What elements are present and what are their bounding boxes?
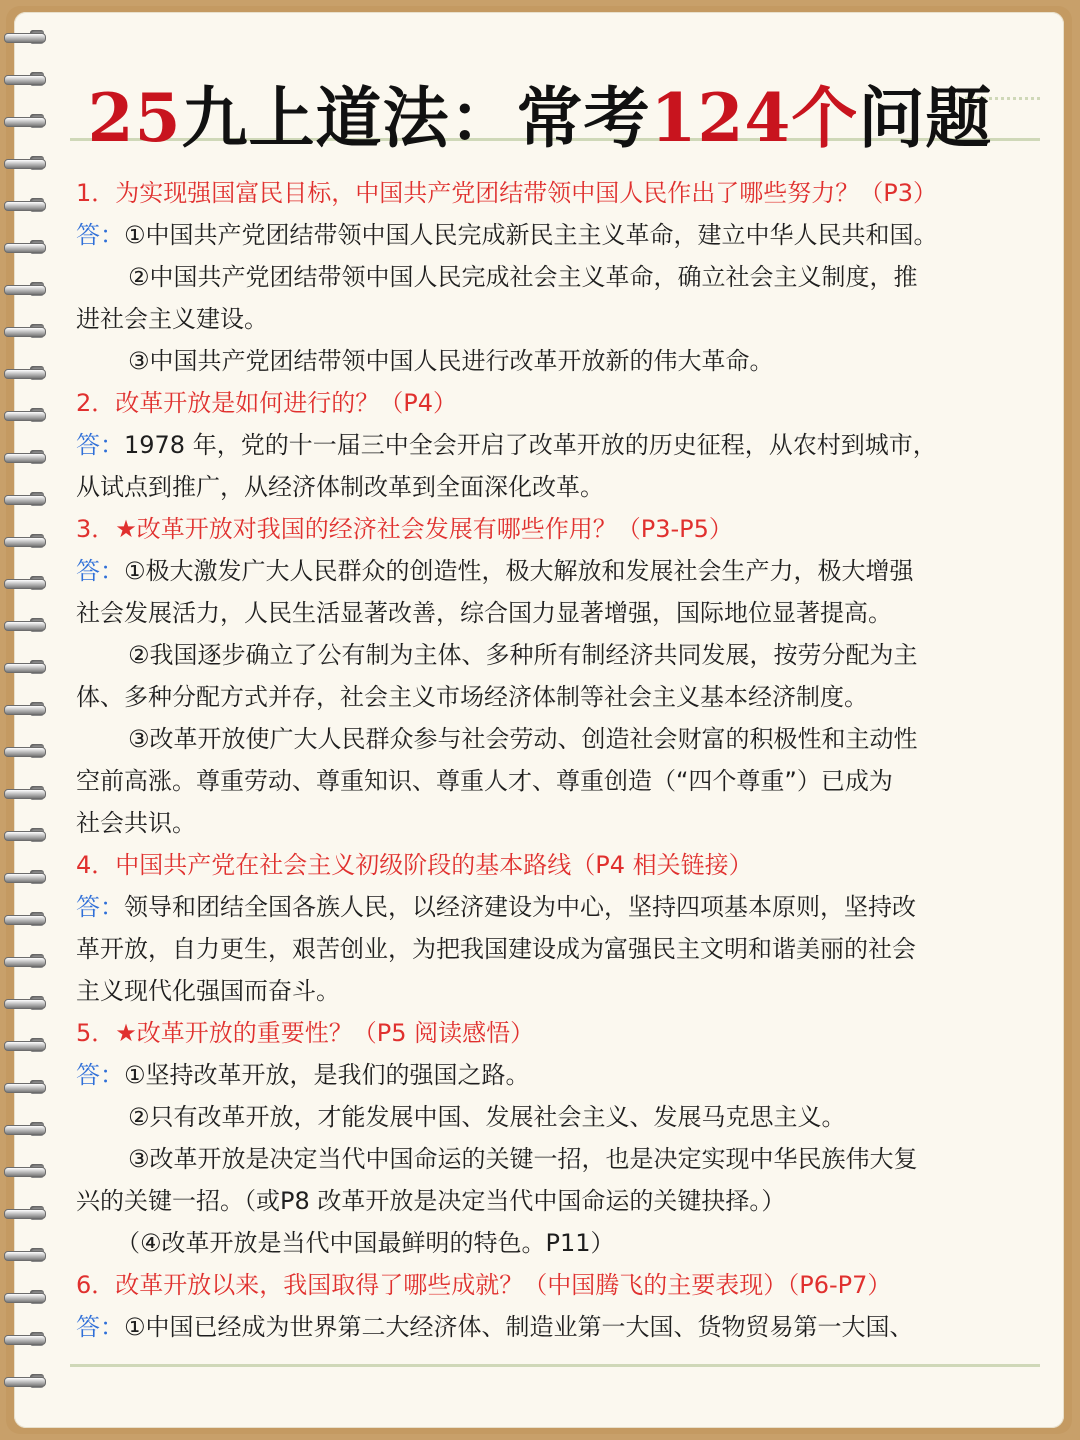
spiral-ring bbox=[4, 322, 48, 340]
ring-wire bbox=[4, 915, 46, 925]
spiral-ring bbox=[4, 1036, 48, 1054]
spiral-ring bbox=[4, 1330, 48, 1348]
spiral-ring bbox=[4, 1246, 48, 1264]
ring-wire bbox=[4, 411, 46, 421]
text-line: 主义现代化强国而奋斗。 bbox=[76, 977, 340, 1005]
ring-wire bbox=[4, 663, 46, 673]
answer-line bbox=[76, 550, 1016, 592]
spiral-ring bbox=[4, 238, 48, 256]
answer-line bbox=[76, 886, 1016, 928]
spiral-ring bbox=[4, 952, 48, 970]
ring-wire bbox=[4, 831, 46, 841]
spiral-ring bbox=[4, 364, 48, 382]
spiral-ring bbox=[4, 532, 48, 550]
bottom-rule bbox=[70, 1364, 1040, 1367]
text-line: 进社会主义建设。 bbox=[76, 305, 268, 333]
title-count: 124 bbox=[650, 79, 792, 157]
question-line: 3．★改革开放对我国的经济社会发展有哪些作用？（P3-P5） bbox=[76, 515, 733, 543]
spiral-ring bbox=[4, 28, 48, 46]
ring-wire bbox=[4, 369, 46, 379]
text-line: ③中国共产党团结带领中国人民进行改革开放新的伟大革命。 bbox=[128, 347, 774, 375]
spiral-ring bbox=[4, 910, 48, 928]
ring-wire bbox=[4, 1083, 46, 1093]
answer-text: 1978 年，党的十一届三中全会开启了改革开放的历史征程，从农村到城市， bbox=[124, 431, 937, 459]
spiral-ring bbox=[4, 1372, 48, 1390]
text-line: ③改革开放使广大人民群众参与社会劳动、创造社会财富的积极性和主动性 bbox=[128, 725, 918, 753]
ring-wire bbox=[4, 453, 46, 463]
spiral-ring bbox=[4, 700, 48, 718]
question-line: 1．为实现强国富民目标，中国共产党团结带领中国人民作出了哪些努力？（P3） bbox=[76, 179, 938, 207]
text-line: 兴的关键一招。（或P8 改革开放是决定当代中国命运的关键抉择。） bbox=[76, 1187, 786, 1215]
text-line: ②只有改革开放，才能发展中国、发展社会主义、发展马克思主义。 bbox=[128, 1103, 846, 1131]
spiral-ring bbox=[4, 1078, 48, 1096]
question-line: 5．★改革开放的重要性？（P5 阅读感悟） bbox=[76, 1019, 535, 1047]
ring-wire bbox=[4, 747, 46, 757]
spiral-ring bbox=[4, 1120, 48, 1138]
ring-wire bbox=[4, 873, 46, 883]
spiral-ring bbox=[4, 742, 48, 760]
spiral-ring bbox=[4, 1288, 48, 1306]
question-line: 6．改革开放以来，我国取得了哪些成就？（中国腾飞的主要表现）（P6-P7） bbox=[76, 1271, 892, 1299]
ring-wire bbox=[4, 1167, 46, 1177]
page-title bbox=[0, 78, 1080, 158]
answer-label: 答： bbox=[76, 557, 124, 585]
answer-line bbox=[76, 424, 1016, 466]
spiral-ring bbox=[4, 994, 48, 1012]
spiral-ring bbox=[4, 616, 48, 634]
ring-wire bbox=[4, 201, 46, 211]
ring-wire bbox=[4, 327, 46, 337]
spiral-ring bbox=[4, 1204, 48, 1222]
text-line: 从试点到推广，从经济体制改革到全面深化改革。 bbox=[76, 473, 604, 501]
spiral-ring bbox=[4, 658, 48, 676]
spiral-ring bbox=[4, 196, 48, 214]
answer-label: 答： bbox=[76, 1313, 124, 1341]
spiral-ring bbox=[4, 280, 48, 298]
spiral-ring bbox=[4, 490, 48, 508]
ring-wire bbox=[4, 1293, 46, 1303]
ring-wire bbox=[4, 285, 46, 295]
text-line: 社会发展活力，人民生活显著改善，综合国力显著增强，国际地位显著提高。 bbox=[76, 599, 892, 627]
ring-wire bbox=[4, 495, 46, 505]
question-line: 4．中国共产党在社会主义初级阶段的基本路线（P4 相关链接） bbox=[76, 851, 753, 879]
text-line: 体、多种分配方式并存，社会主义市场经济体制等社会主义基本经济制度。 bbox=[76, 683, 868, 711]
text-line: 空前高涨。尊重劳动、尊重知识、尊重人才、尊重创造（“四个尊重”）已成为 bbox=[76, 767, 893, 795]
ring-wire bbox=[4, 1209, 46, 1219]
answer-text: ①极大激发广大人民群众的创造性，极大解放和发展社会生产力，极大增强 bbox=[124, 557, 914, 585]
answer-text: ①中国已经成为世界第二大经济体、制造业第一大国、货物贸易第一大国、 bbox=[124, 1313, 914, 1341]
answer-line bbox=[76, 1306, 1016, 1348]
ring-wire bbox=[4, 1251, 46, 1261]
question-line: 2．改革开放是如何进行的？（P4） bbox=[76, 389, 458, 417]
spiral-ring bbox=[4, 868, 48, 886]
ring-wire bbox=[4, 957, 46, 967]
text-line: 社会共识。 bbox=[76, 809, 196, 837]
ring-wire bbox=[4, 33, 46, 43]
ring-wire bbox=[4, 1125, 46, 1135]
spiral-ring bbox=[4, 1162, 48, 1180]
text-line: ③改革开放是决定当代中国命运的关键一招，也是决定实现中华民族伟大复 bbox=[128, 1145, 918, 1173]
title-year: 25 bbox=[87, 79, 182, 157]
ring-wire bbox=[4, 789, 46, 799]
spiral-binding bbox=[0, 28, 60, 1428]
spiral-ring bbox=[4, 826, 48, 844]
answer-label: 答： bbox=[76, 1061, 124, 1089]
answer-text: ①中国共产党团结带领中国人民完成新民主主义革命，建立中华人民共和国。 bbox=[124, 221, 938, 249]
ring-wire bbox=[4, 537, 46, 547]
ring-wire bbox=[4, 621, 46, 631]
spiral-ring bbox=[4, 574, 48, 592]
ring-wire bbox=[4, 159, 46, 169]
ring-wire bbox=[4, 705, 46, 715]
text-line: 革开放，自力更生，艰苦创业，为把我国建设成为富强民主文明和谐美丽的社会 bbox=[76, 935, 916, 963]
answer-line bbox=[76, 214, 1016, 256]
title-unit: 个 bbox=[791, 79, 859, 157]
ring-wire bbox=[4, 579, 46, 589]
text-line: ②中国共产党团结带领中国人民完成社会主义革命，确立社会主义制度，推 bbox=[128, 263, 918, 291]
ring-wire bbox=[4, 999, 46, 1009]
title-suffix: 问题 bbox=[858, 79, 993, 157]
qa-content bbox=[76, 172, 1016, 1348]
text-line: ②我国逐步确立了公有制为主体、多种所有制经济共同发展，按劳分配为主 bbox=[128, 641, 918, 669]
ring-wire bbox=[4, 243, 46, 253]
answer-text: ①坚持改革开放，是我们的强国之路。 bbox=[124, 1061, 530, 1089]
answer-line bbox=[76, 1054, 1016, 1096]
title-text: 九上道法：常考 bbox=[181, 79, 651, 157]
ring-wire bbox=[4, 1335, 46, 1345]
answer-text: 领导和团结全国各族人民，以经济建设为中心，坚持四项基本原则，坚持改 bbox=[124, 893, 916, 921]
ring-wire bbox=[4, 1377, 46, 1387]
spiral-ring bbox=[4, 406, 48, 424]
ring-wire bbox=[4, 1041, 46, 1051]
answer-label: 答： bbox=[76, 893, 124, 921]
spiral-ring bbox=[4, 448, 48, 466]
text-line: （④改革开放是当代中国最鲜明的特色。P11） bbox=[116, 1229, 615, 1257]
answer-label: 答： bbox=[76, 431, 124, 459]
answer-label: 答： bbox=[76, 221, 124, 249]
spiral-ring bbox=[4, 784, 48, 802]
